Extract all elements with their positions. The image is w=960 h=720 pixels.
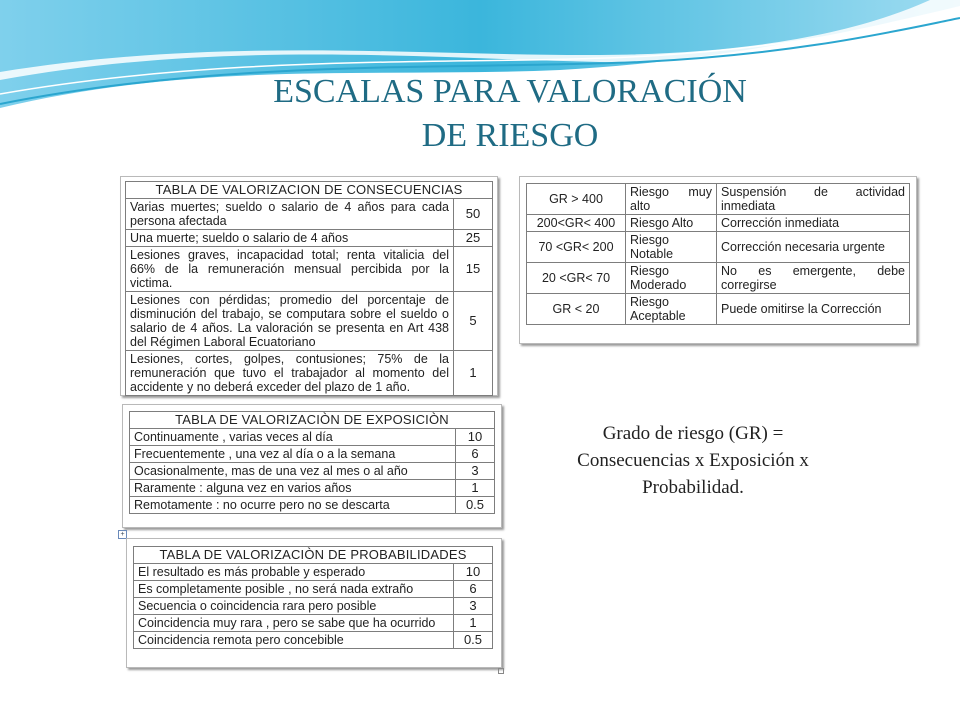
row-value: 1 [454, 615, 493, 632]
row-value: 6 [456, 446, 495, 463]
slide-title [180, 70, 840, 158]
row-value: 15 [454, 247, 493, 292]
row-text: Coincidencia muy rara , pero se sabe que ha ocurrido [134, 615, 454, 632]
row-value: 0.5 [456, 497, 495, 514]
gr-level: Riesgo Notable [626, 232, 717, 263]
consecuencias-table [125, 181, 493, 396]
consecuencias-table-panel [120, 176, 498, 396]
gr-range: 20 <GR< 70 [527, 263, 626, 294]
table-row [130, 497, 495, 514]
row-text: Coincidencia remota pero concebible [134, 632, 454, 649]
row-value: 10 [456, 429, 495, 446]
probabilidades-header: TABLA DE VALORIZACIÒN DE PROBABILIDADES [134, 547, 493, 564]
table-resize-handle-icon[interactable] [498, 668, 504, 674]
probabilidades-table-panel [126, 538, 502, 668]
table-row [134, 632, 493, 649]
row-text: Ocasionalmente, mas de una vez al mes o al año [130, 463, 456, 480]
gr-action: Corrección inmediata [717, 215, 910, 232]
gr-action: Puede omitirse la Corrección [717, 294, 910, 325]
row-text: El resultado es más probable y esperado [134, 564, 454, 581]
row-value: 5 [454, 292, 493, 351]
row-text: Una muerte; sueldo o salario de 4 años [126, 230, 454, 247]
table-row [527, 232, 910, 263]
grado-riesgo-table-panel [519, 176, 917, 344]
table-row [134, 598, 493, 615]
gr-action: Suspensión de actividad inmediata [717, 184, 910, 215]
table-row [126, 199, 493, 230]
gr-level: Riesgo muy alto [626, 184, 717, 215]
row-text: Lesiones con pérdidas; promedio del porcentaje de disminución del trabajo, se computara sobre el sueldo o salario de 4 años. La valoración se presenta en Art 438 del Régimen Laboral Ecuatoriano [126, 292, 454, 351]
row-value: 10 [454, 564, 493, 581]
row-value: 0.5 [454, 632, 493, 649]
table-row [130, 429, 495, 446]
title-line-1: ESCALAS PARA VALORACIÓN [273, 73, 747, 110]
consecuencias-header: TABLA DE VALORIZACION DE CONSECUENCIAS [126, 182, 493, 199]
table-row [126, 351, 493, 396]
table-row [134, 564, 493, 581]
gr-action: No es emergente, debe corregirse [717, 263, 910, 294]
formula-line-2: Consecuencias x Exposición x [577, 450, 809, 471]
gr-range: GR > 400 [527, 184, 626, 215]
grado-riesgo-table [526, 183, 910, 325]
table-row [527, 263, 910, 294]
probabilidades-table [133, 546, 493, 649]
row-text: Frecuentemente , una vez al día o a la semana [130, 446, 456, 463]
table-row [130, 480, 495, 497]
table-row [126, 230, 493, 247]
row-text: Raramente : alguna vez en varios años [130, 480, 456, 497]
gr-range: 200<GR< 400 [527, 215, 626, 232]
formula-text [528, 420, 858, 501]
row-value: 3 [456, 463, 495, 480]
exposicion-header: TABLA DE VALORIZACIÒN DE EXPOSICIÒN [130, 412, 495, 429]
row-text: Secuencia o coincidencia rara pero posible [134, 598, 454, 615]
exposicion-table-panel [122, 404, 502, 528]
gr-level: Riesgo Moderado [626, 263, 717, 294]
row-value: 25 [454, 230, 493, 247]
exposicion-table [129, 411, 495, 514]
table-row [126, 247, 493, 292]
row-text: Lesiones, cortes, golpes, contusiones; 75% de la remuneración que tuvo el trabajador al momento del accidente y no deberá exceder del plazo de 1 año. [126, 351, 454, 396]
title-line-2: DE RIESGO [421, 117, 599, 154]
row-value: 1 [454, 351, 493, 396]
table-row [130, 463, 495, 480]
table-row [527, 294, 910, 325]
row-value: 1 [456, 480, 495, 497]
table-move-handle-icon[interactable]: + [118, 530, 127, 539]
gr-range: GR < 20 [527, 294, 626, 325]
table-row [527, 215, 910, 232]
table-row [134, 581, 493, 598]
row-value: 6 [454, 581, 493, 598]
gr-level: Riesgo Alto [626, 215, 717, 232]
row-text: Es completamente posible , no será nada extraño [134, 581, 454, 598]
row-text: Remotamente : no ocurre pero no se descarta [130, 497, 456, 514]
gr-level: Riesgo Aceptable [626, 294, 717, 325]
gr-action: Corrección necesaria urgente [717, 232, 910, 263]
row-value: 50 [454, 199, 493, 230]
table-row [126, 292, 493, 351]
gr-range: 70 <GR< 200 [527, 232, 626, 263]
row-text: Varias muertes; sueldo o salario de 4 años para cada persona afectada [126, 199, 454, 230]
row-text: Lesiones graves, incapacidad total; renta vitalicia del 66% de la remuneración mensual percibida por la victima. [126, 247, 454, 292]
formula-line-3: Probabilidad. [642, 477, 744, 498]
table-row [527, 184, 910, 215]
row-value: 3 [454, 598, 493, 615]
table-row [130, 446, 495, 463]
row-text: Continuamente , varias veces al día [130, 429, 456, 446]
table-row [134, 615, 493, 632]
formula-line-1: Grado de riesgo (GR) = [602, 423, 784, 444]
